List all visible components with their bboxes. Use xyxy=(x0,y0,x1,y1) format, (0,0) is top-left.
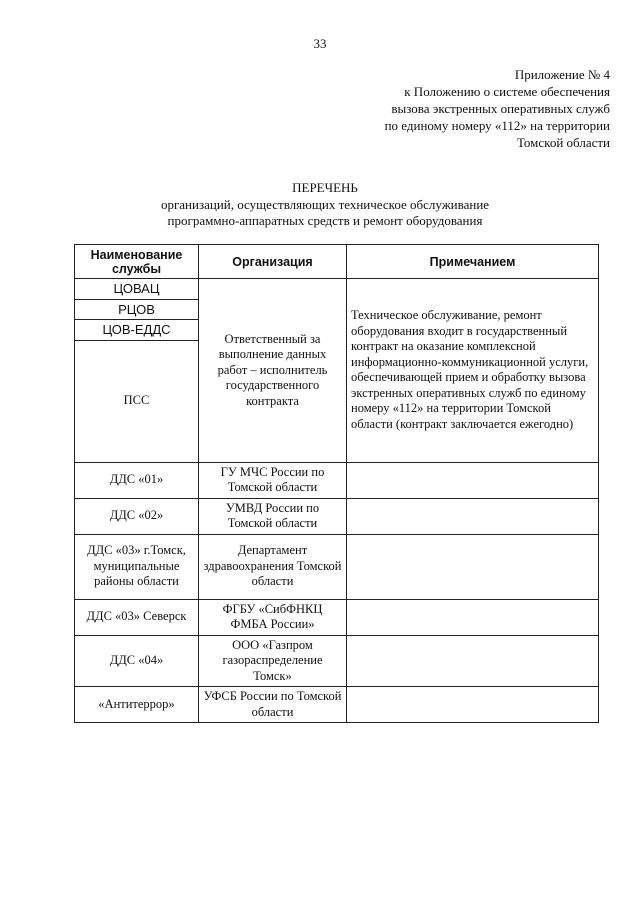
appendix-line: по единому номеру «112» на территории xyxy=(384,118,610,133)
service-cell: ЦОВ-ЕДДС xyxy=(75,320,199,341)
note-cell xyxy=(347,462,599,498)
service-cell: ДДС «02» xyxy=(75,498,199,534)
heading-subtitle-line: организаций, осуществляющих техническое обслуживание xyxy=(160,197,490,212)
organization-cell: ФГБУ «СибФНКЦ ФМБА России» xyxy=(199,599,347,635)
table-row xyxy=(75,534,599,599)
service-cell: ДДС «03» г.Томск, муниципальные районы области xyxy=(75,534,199,599)
page-number: 33 xyxy=(313,36,327,51)
service-cell: ДДС «03» Северск xyxy=(75,599,199,635)
service-cell: ДДС «04» xyxy=(75,635,199,687)
note-cell xyxy=(347,687,599,723)
table-row xyxy=(75,635,599,687)
appendix-header xyxy=(310,66,610,151)
note-cell xyxy=(347,599,599,635)
appendix-line: вызова экстренных оперативных служб xyxy=(391,101,610,116)
note-cell xyxy=(347,534,599,599)
organization-cell: ГУ МЧС России по Томской области xyxy=(199,462,347,498)
service-cell: ЦОВАЦ xyxy=(75,279,199,300)
heading-subtitle-line: программно-аппаратных средств и ремонт оборудования xyxy=(167,213,483,228)
service-cell: ДДС «01» xyxy=(75,462,199,498)
service-cell: «Антитеррор» xyxy=(75,687,199,723)
appendix-line: Томской области xyxy=(516,135,610,150)
organization-cell: УМВД России по Томской области xyxy=(199,498,347,534)
column-header-note: Примечанием xyxy=(347,245,599,279)
table-row xyxy=(75,599,599,635)
table-row xyxy=(75,687,599,723)
column-header-organization: Организация xyxy=(199,245,347,279)
organizations-table xyxy=(74,244,599,723)
organization-cell: ООО «Газпром газораспределение Томск» xyxy=(199,635,347,687)
note-cell xyxy=(347,498,599,534)
organization-cell: УФСБ России по Томской области xyxy=(199,687,347,723)
column-header-service: Наименование службы xyxy=(75,245,199,279)
organization-cell: Департамент здравоохранения Томской области xyxy=(199,534,347,599)
table-header-row xyxy=(75,245,599,279)
heading-title: ПЕРЕЧЕНЬ xyxy=(292,180,358,195)
appendix-line: к Положению о системе обеспечения xyxy=(404,84,610,99)
service-cell: ПСС xyxy=(75,340,199,462)
table-row xyxy=(75,279,599,300)
table-row xyxy=(75,462,599,498)
table-row xyxy=(75,498,599,534)
appendix-line: Приложение № 4 xyxy=(514,67,610,82)
service-cell: РЦОВ xyxy=(75,299,199,320)
note-cell: Техническое обслуживание, ремонт оборудования входит в государственный контракт на оказание комплексной информационно-коммуникационной услуги, обеспечивающей прием и обработку вызова экстренных оперативных служб по единому номеру «112» на территории Томской области (контракт заключается ежегодно) xyxy=(347,279,599,463)
note-cell xyxy=(347,635,599,687)
organization-cell: Ответственный за выполнение данных работ – исполнитель государственного контракта xyxy=(199,279,347,463)
document-heading xyxy=(60,180,590,229)
